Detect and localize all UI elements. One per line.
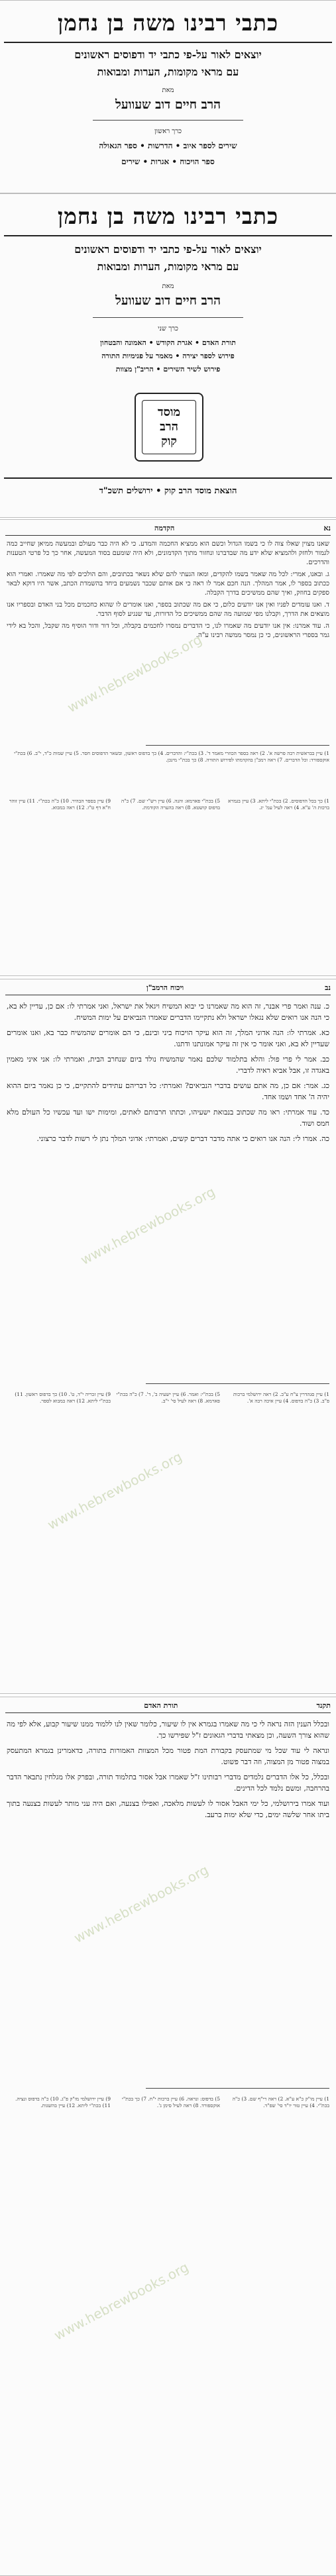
footnote-columns	[7, 798, 329, 964]
footnote-column: 5) בדפוס: ונראה. 6) עיין ברכות י"ח. 7) כך בכת"י אוקספורד. 8) ראה לעיל סימן ג'.	[121, 2096, 220, 2108]
paragraph: כה. אמרו לי: הנה אנו רואים כי אתה מדבר דברים קשים, ואמרתי: אדוני המלך נתן לי רשות לדבר כרצוני.	[36, 1134, 329, 1143]
running-head	[5, 524, 331, 536]
cover-contents-1: שירים לספר איוב • הדרשות • ספר הגאולה	[99, 141, 237, 150]
publisher-line: הוצאת מוסד הרב קוק • ירושלים תשכ"ד	[99, 486, 237, 496]
paragraph: כב. אמר לי פרי פול: והלא בתלמוד שלכם נאמר שהמשיח נולד ביום שנחרב הבית, ואמרתי לו: אני איני מאמין באגדה זו, אבל אביא ראיה לדברי.	[7, 1055, 329, 1075]
text-page-1	[0, 519, 336, 976]
watermark: www.hebrewbooks.org	[44, 1448, 185, 1533]
cover-contents-2: ספר הויכוח • אגרות • שירים	[121, 157, 215, 166]
footnote-columns	[7, 1391, 329, 1683]
cover-by: מאת	[162, 87, 174, 94]
footnote-column: 9) עיין ירושלמי מו"ק פ"ג. 10) כ"ה בדפוס ונציה. 11) בכת"י ליתא. 12) עיין בהשגות.	[15, 2096, 111, 2108]
watermark: www.hebrewbooks.org	[51, 2259, 192, 2344]
title-page-divider	[93, 317, 243, 318]
footnote-column: 9) עיין בספר הבהיר. 10) כ"ה בכת"י. 11) עיין זוהר ח"א דף ט"ו. 12) ראה במבוא.	[9, 798, 111, 811]
running-head	[5, 983, 331, 995]
running-title: ויכוח הרמב"ן	[146, 983, 184, 992]
cover-title-rule	[4, 42, 332, 43]
cover-author: הרב חיים דוב שעוועל	[115, 97, 221, 112]
cover-divider	[93, 120, 243, 121]
footnote-column: 1) עיין סנהדרין צ"ח ע"ב. 2) ראה ירושלמי ברכות פ"ב. 3) כ"ה בדפוס. 4) עיין איכה רבה א'.	[233, 1391, 329, 1404]
title-page-contents-3: פירוש לשיר השירים • הריב"ן מצוות	[115, 365, 221, 373]
watermark: www.hebrewbooks.org	[78, 1183, 218, 1268]
title-page-contents-2: פירוש לספר יצירה • מאמר על פנימיות התורה	[101, 352, 235, 360]
page-number: נב	[325, 983, 331, 992]
cover-title: כתבי רבינו משה בן נחמן	[57, 10, 279, 36]
running-head	[5, 1701, 331, 1713]
notes-divider	[146, 2088, 329, 2089]
paragraph: ועוד אמרו בירושלמי, כל ימי האבל אסור לו לעשות מלאכה, ואפילו בצנעה, ואם היה עני מותר לעשות בצנעה בתוך ביתו אחר שלשה ימים, כדי שלא ימות ברעב.	[7, 1799, 329, 1819]
paragraph: כא. אמרתי לו: הנה אדוני המלך, זה הוא עיקר הויכוח ביני ובינם, כי הם אומרים שהמשיח כבר בא, ואנו אומרים שעדיין לא בא, ואני אומר כי אין זה עיקר אמונתנו ודתנו.	[7, 1028, 329, 1048]
title-page-subtitle2: עם מראי מקומות, הערות ומבואות	[97, 260, 239, 273]
title-page	[0, 193, 336, 518]
paragraph: ונראה לי עוד שכל מי שמתעסק בקבורת המת פטור מכל המצוות האמורות בתורה, כדאמרינן בגמרא המתעסק במצוה פטור מן המצוה, וזה דבר פשוט.	[7, 1746, 329, 1766]
paragraph: כד. עוד אמרתי: ראו מה שכתוב בנבואת ישעיהו, וכתתו חרבותם לאתים, ומימות ישו ועד עכשיו כל העולם מלא חמס ושוד.	[7, 1108, 329, 1128]
main-text	[7, 540, 329, 738]
notes-divider	[146, 745, 329, 746]
footnote-column: 5) בכת"י: ואמר. 6) עיין ישעיה ב', ד'. 7) כ"ה בכת"י פארמא. 8) ראה לעיל סי' י"ב.	[116, 1391, 220, 1404]
footnote-column: 1) כך בכל הדפוסים. 2) בכת"י ליתא. 3) עיין בגמרא ברכות ה' ע"א. 4) ראה לעיל עמ' יג.	[228, 798, 329, 811]
cover-volume: כרך ראשון	[154, 128, 182, 135]
paragraph: ובכלל הענין הזה נראה לי כי מה שאמרו בגמרא אין לו שיעור, כלומר שאין לנו ללמוד ממנו שיעור קבוע, אלא לפי מה שהוא צורך השעה, וכן מצאתי בדברי הגאונים ז"ל שפירשו כך.	[7, 1720, 329, 1740]
title-page-rule	[4, 235, 332, 236]
footnote-column: 1) עיין מו"ק כ"א ע"א. 2) ראה רי"ף שם. 3) כ"ה בכת"י. 4) עיין טור יו"ד סי' שפ"ד.	[232, 2096, 329, 2108]
publisher-logo	[135, 393, 203, 462]
logo-line-1: מוסד	[157, 405, 181, 419]
title-page-subtitle: יוצאים לאור על-פי כתבי יד ודפוסים ראשונים	[74, 243, 262, 256]
paragraph: ובכלל, כל אלו הדברים נלמדים מדברי רבותינו ז"ל שאמרו אבל אסור בתלמוד תורה, ובפרק אלו מגלחין נתבאר הדבר בהרחבה, ומשם נלמד לכל הדינים.	[7, 1773, 329, 1793]
footnote-column: 5) בכת"י פארמא: והנה. 6) עיין רש"י שם. 7) כ"ה בדפוס קושטא. 8) ראה בהערה הקודמת.	[121, 798, 220, 811]
running-title: תורת האדם	[144, 1701, 178, 1710]
title-page-title: כתבי רבינו משה בן נחמן	[57, 203, 279, 229]
publisher-rule	[4, 477, 332, 479]
paragraph: כג. אמר: אם כן, מה אתם עושים בדברי הנביאים? ואמרתי: כל דבריהם עתידים להתקיים, כי כן נאמר ביום ההוא יהיה ה' אחד ושמו אחד.	[7, 1081, 329, 1101]
publisher-logo-emblem	[142, 400, 196, 454]
footnote-column: 9) עיין זכריה י"ד, ט'. 10) כך בדפוס ראשון. 11) בכת"י ליתא. 12) ראה במבוא לספר.	[15, 1391, 111, 1404]
cover-subtitle2: עם מראי מקומות, הערות ומבואות	[97, 66, 239, 78]
paragraph: כ. ענה ואמר פרי אבנר, זה הוא מה שאמרנו כי יבוא המשיח ויגאל את ישראל, ואני אמרתי לו: אם כן, עדיין לא בא, כי הנה אנו רואים שלא נגאלו ישראל ולא נתקיימו הדברים שאמרו הנביאים על ימות המשיח.	[7, 1002, 329, 1022]
page-number: תקנד	[316, 1701, 331, 1710]
text-page-2	[0, 979, 336, 1694]
page-number: נא	[323, 524, 331, 532]
text-page-3	[0, 1697, 336, 2576]
paragraph: ג. ובאנו, אמרי: לכל מה שאמר בשמו להקדים, ומאז הגעתי להם שלא נשאר בכתובים, והם הולכים לפי מה שאמרו. ואמרי הוא ככתוב בספר לו, אמר המהלך. הנה חכם אמר לו ראה כי אם אותם שכבר נשמעים ביחד בהשמדת הכתב, אשר היו דוקא לבאר ספקים בחוזק, ואיך שהם ממשיכים בדרך הקבלה.	[7, 571, 329, 597]
logo-line-3: קוק	[161, 434, 177, 448]
watermark: www.hebrewbooks.org	[71, 1861, 211, 1946]
notes-divider	[146, 1383, 329, 1384]
paragraph: ד. ואנו עומדים לפניו ואין אנו יודעים כלום, כי אם מה שכתוב בספר, ואנו אומרים לו שהוא כחכמים מכל בני האדם ובספריו אנו מוצאים את הדרך, וקבלנו מפי שמועה מה שהם ממשיכים כל הדורות, עד שנגיע לסוף הדבר.	[7, 601, 329, 618]
title-page-volume: כרך שני	[158, 325, 178, 332]
logo-line-2: הרב	[160, 420, 178, 434]
cover-subtitle: יוצאים לאור על-פי כתבי יד ודפוסים ראשונים	[74, 48, 262, 61]
paragraph: שאנו מצוין שאלו צוה לו כי בשמו הגדול וכשם הוא ממציא החכמה והמדע. כי לא היה כבר מעולם ובמעשה ממיאן שחייב כמה לגמור ולחזק ולהמציא שלא ידע מה שבדברנו ונחזור מתוך הקדמונים, ולא היה שומעם בסוד המעשה, אחר כך כל פרטי הטענות והדרכים.	[7, 540, 329, 566]
title-page-by: מאת	[162, 283, 174, 290]
running-title: הקדמה	[154, 524, 175, 532]
footnotes: 1) עיין בבראשית רבה פרשה א'. 2) ראה בספר הכוזרי מאמר ד'. 3) בכת"י: והדברים. 4) כך בדפוס ראשון, ובשאר הדפוסים חסר. 5) עיין שמות כ"ד, י"ב. 6) בכת"י אוקספורד: וכל הדברים. 7) ראה רמב"ן בהקדמתו לפירוש התורה. 8) כך בכת"י מינכן.	[14, 750, 329, 763]
title-page-contents-1: תורת האדם • אגרת הקודש • האמונה והבטחון	[100, 338, 236, 347]
watermark: www.hebrewbooks.org	[64, 631, 205, 716]
cover-page	[0, 0, 336, 193]
paragraph: ה. עוד אמרנו: אין אנו יודעים מה שאמרו לנו, כי הדברים נמסרו לחכמים בקבלה, וכל דור ודור הוסיף מה שקבל, והכל בא לידי גמר בספרי הראשונים, כי כן נמסר ממשה רבינו ע"ה.	[7, 622, 329, 639]
title-page-author: הרב חיים דוב שעוועל	[115, 293, 221, 308]
main-text	[7, 1001, 329, 1371]
